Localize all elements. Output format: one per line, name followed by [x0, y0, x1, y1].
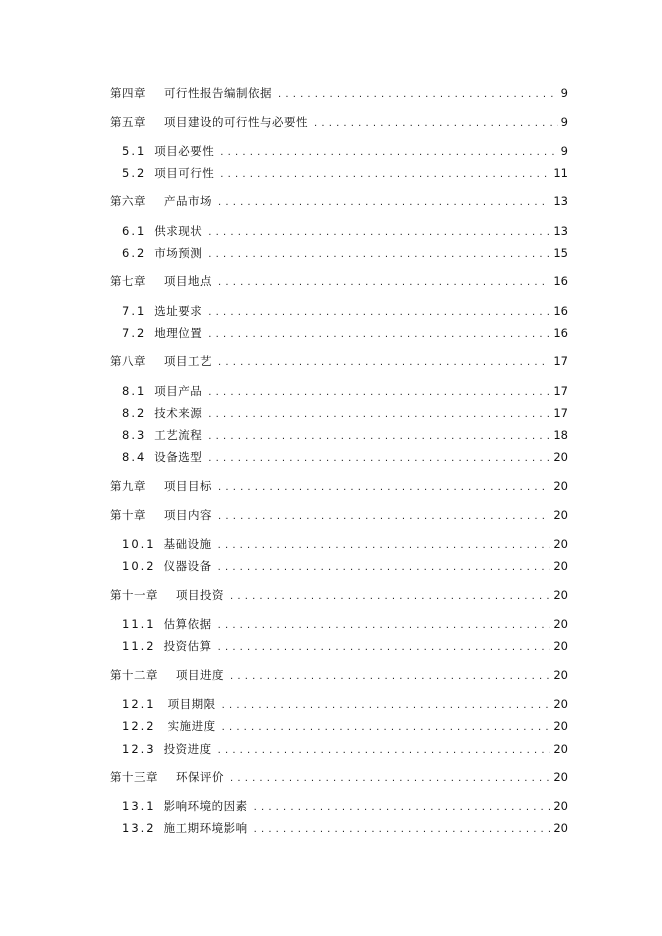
- toc-entry-number: 12.2: [122, 719, 156, 733]
- toc-dot-leader: [218, 559, 551, 575]
- toc-entry[interactable]: [122, 637, 568, 655]
- toc-entry[interactable]: [110, 477, 568, 495]
- toc-entry-label: [110, 477, 212, 495]
- toc-entry[interactable]: [110, 113, 568, 131]
- toc-entry-page-number: 11: [553, 166, 568, 180]
- toc-entry[interactable]: [122, 382, 568, 400]
- toc-entry-label: [122, 819, 248, 837]
- toc-entry-label: [122, 535, 212, 553]
- toc-entry-title: 项目可行性: [154, 166, 215, 180]
- toc-entry-number: 第四章: [110, 86, 146, 100]
- toc-entry-label: [122, 637, 212, 655]
- toc-entry-page-number: 17: [553, 406, 568, 420]
- toc-entry-number: 8.4: [122, 450, 147, 464]
- toc-dot-leader: [208, 246, 550, 262]
- toc-entry-number: 第七章: [110, 274, 146, 288]
- toc-entry-page-number: 20: [553, 508, 568, 522]
- toc-dot-leader: [314, 115, 558, 131]
- toc-entry-title: 选址要求: [154, 304, 203, 318]
- toc-entry[interactable]: [122, 740, 568, 758]
- toc-entry[interactable]: [122, 819, 568, 837]
- toc-entry[interactable]: [110, 506, 568, 524]
- toc-entry-title: 项目投资: [176, 588, 224, 602]
- toc-entry-number: 10.2: [122, 559, 156, 573]
- toc-entry[interactable]: [122, 324, 568, 342]
- toc-entry-title: 技术来源: [154, 406, 203, 420]
- toc-entry-page-number: 20: [553, 588, 568, 602]
- toc-entry-page-number: 15: [553, 246, 568, 260]
- toc-entry-page-number: 16: [553, 274, 568, 288]
- toc-dot-leader: [218, 639, 551, 655]
- toc-entry-page-number: 20: [553, 821, 568, 835]
- toc-dot-leader: [208, 224, 550, 240]
- toc-entry-page-number: 20: [553, 799, 568, 813]
- toc-entry-number: 8.2: [122, 406, 147, 420]
- toc-entry-number: 第十三章: [110, 770, 158, 784]
- toc-entry-title: 项目进度: [176, 668, 224, 682]
- toc-entry-number: 8.1: [122, 384, 147, 398]
- toc-entry-number: 第九章: [110, 479, 146, 493]
- toc-entry-title: 项目工艺: [164, 354, 212, 368]
- toc-entry-title: 估算依据: [163, 617, 212, 631]
- toc-entry-label: [122, 142, 214, 160]
- toc-entry[interactable]: [110, 352, 568, 370]
- toc-entry-title: 地理位置: [154, 326, 203, 340]
- toc-entry-number: 7.1: [122, 304, 147, 318]
- toc-dot-leader: [208, 428, 550, 444]
- toc-entry[interactable]: [122, 717, 568, 735]
- toc-entry-number: 6.2: [122, 246, 147, 260]
- toc-dot-leader: [218, 537, 551, 553]
- toc-entry[interactable]: [122, 426, 568, 444]
- toc-entry-title: 项目建设的可行性与必要性: [164, 115, 308, 129]
- toc-entry[interactable]: [110, 768, 568, 786]
- toc-entry-number: 5.2: [122, 166, 147, 180]
- toc-entry-title: 仪器设备: [163, 559, 212, 573]
- toc-entry-page-number: 9: [560, 86, 568, 100]
- toc-dot-leader: [218, 742, 551, 758]
- toc-entry-label: [122, 717, 216, 735]
- toc-entry-number: 第八章: [110, 354, 146, 368]
- toc-entry[interactable]: [110, 666, 568, 684]
- toc-entry[interactable]: [110, 272, 568, 290]
- toc-entry-page-number: 9: [560, 115, 568, 129]
- toc-entry[interactable]: [122, 557, 568, 575]
- toc-entry-page-number: 20: [553, 559, 568, 573]
- toc-entry[interactable]: [122, 797, 568, 815]
- toc-entry-title: 实施进度: [167, 719, 216, 733]
- toc-entry-label: [110, 586, 224, 604]
- toc-entry-label: [122, 740, 212, 758]
- toc-entry-title: 项目内容: [164, 508, 212, 522]
- toc-dot-leader: [218, 274, 550, 290]
- toc-entry-number: 第六章: [110, 194, 146, 208]
- toc-entry-label: [122, 302, 202, 320]
- toc-entry-number: 11.2: [122, 639, 156, 653]
- toc-entry-title: 市场预测: [154, 246, 203, 260]
- toc-entry-title: 可行性报告编制依据: [164, 86, 272, 100]
- toc-dot-leader: [218, 508, 550, 524]
- toc-entry-title: 设备选型: [154, 450, 203, 464]
- toc-entry-page-number: 16: [553, 326, 568, 340]
- toc-entry-label: [122, 448, 202, 466]
- toc-entry-title: 施工期环境影响: [163, 821, 248, 835]
- toc-dot-leader: [220, 166, 550, 182]
- toc-dot-leader: [208, 384, 550, 400]
- toc-entry-number: 10.1: [122, 537, 156, 551]
- toc-entry-number: 第五章: [110, 115, 146, 129]
- toc-entry-label: [122, 557, 212, 575]
- toc-dot-leader: [278, 86, 558, 102]
- toc-entry[interactable]: [122, 302, 568, 320]
- toc-entry-title: 供求现状: [154, 224, 203, 238]
- toc-entry-title: 影响环境的因素: [163, 799, 248, 813]
- toc-entry-label: [110, 506, 212, 524]
- toc-dot-leader: [220, 144, 557, 160]
- toc-entry[interactable]: [122, 448, 568, 466]
- toc-entry[interactable]: [122, 695, 568, 713]
- toc-entry-label: [110, 666, 224, 684]
- toc-entry-title: 项目地点: [164, 274, 212, 288]
- toc-entry-page-number: 20: [553, 617, 568, 631]
- toc-entry-number: 6.1: [122, 224, 147, 238]
- toc-entry-number: 12.3: [122, 742, 156, 756]
- toc-dot-leader: [208, 326, 550, 342]
- toc-entry-page-number: 9: [560, 144, 568, 158]
- toc-entry-number: 第十二章: [110, 668, 158, 682]
- toc-entry-label: [110, 84, 272, 102]
- toc-entry-label: [122, 426, 202, 444]
- toc-entry-page-number: 20: [553, 537, 568, 551]
- toc-entry-page-number: 20: [553, 770, 568, 784]
- toc-entry-title: 产品市场: [164, 194, 212, 208]
- toc-dot-leader: [230, 668, 550, 684]
- toc-entry[interactable]: [122, 615, 568, 633]
- toc-entry[interactable]: [110, 586, 568, 604]
- toc-entry[interactable]: [122, 222, 568, 240]
- toc-entry-number: 7.2: [122, 326, 147, 340]
- toc-entry[interactable]: [122, 164, 568, 182]
- toc-entry-title: 基础设施: [163, 537, 212, 551]
- toc-entry-label: [122, 164, 214, 182]
- toc-entry-number: 8.3: [122, 428, 147, 442]
- toc-entry-title: 项目目标: [164, 479, 212, 493]
- toc-entry-title: 项目产品: [154, 384, 203, 398]
- toc-entry-label: [122, 797, 248, 815]
- toc-entry-label: [122, 695, 216, 713]
- toc-entry-title: 项目期限: [167, 697, 216, 711]
- toc-entry-page-number: 20: [553, 479, 568, 493]
- toc-entry[interactable]: [122, 535, 568, 553]
- toc-entry-number: 12.1: [122, 697, 156, 711]
- toc-entry-page-number: 20: [553, 639, 568, 653]
- toc-dot-leader: [208, 450, 550, 466]
- toc-entry-number: 5.1: [122, 144, 147, 158]
- toc-entry-number: 13.1: [122, 799, 156, 813]
- toc-entry-title: 投资进度: [163, 742, 212, 756]
- toc-dot-leader: [218, 354, 550, 370]
- toc-entry-label: [110, 113, 308, 131]
- toc-dot-leader: [218, 617, 551, 633]
- toc-entry-label: [122, 324, 202, 342]
- toc-dot-leader: [230, 770, 550, 786]
- toc-entry-page-number: 20: [553, 742, 568, 756]
- toc-entry-page-number: 13: [553, 224, 568, 238]
- toc-dot-leader: [254, 799, 551, 815]
- toc-entry-label: [110, 352, 212, 370]
- toc-dot-leader: [208, 304, 550, 320]
- toc-entry[interactable]: [122, 244, 568, 262]
- toc-entry[interactable]: [122, 142, 568, 160]
- toc-entry-number: 11.1: [122, 617, 156, 631]
- toc-entry-page-number: 20: [553, 668, 568, 682]
- toc-entry-page-number: 20: [553, 719, 568, 733]
- toc-dot-leader: [218, 479, 550, 495]
- toc-entry-page-number: 20: [553, 697, 568, 711]
- toc-entry-label: [122, 404, 202, 422]
- toc-dot-leader: [208, 406, 550, 422]
- toc-entry-title: 投资估算: [163, 639, 212, 653]
- toc-entry[interactable]: [110, 84, 568, 102]
- toc-entry-label: [122, 244, 202, 262]
- toc-entry[interactable]: [122, 404, 568, 422]
- toc-entry-number: 第十一章: [110, 588, 158, 602]
- toc-entry-page-number: 18: [553, 428, 568, 442]
- toc-entry-number: 第十章: [110, 508, 146, 522]
- toc-dot-leader: [222, 719, 551, 735]
- toc-entry-label: [122, 222, 202, 240]
- toc-entry-page-number: 20: [553, 450, 568, 464]
- toc-dot-leader: [230, 588, 550, 604]
- toc-entry-title: 环保评价: [176, 770, 224, 784]
- toc-dot-leader: [254, 821, 551, 837]
- toc-entry-number: 13.2: [122, 821, 156, 835]
- toc-entry-label: [110, 192, 212, 210]
- toc-entry-label: [110, 768, 224, 786]
- toc-dot-leader: [218, 194, 550, 210]
- toc-entry-label: [110, 272, 212, 290]
- toc-entry-title: 项目必要性: [154, 144, 215, 158]
- toc-dot-leader: [222, 697, 551, 713]
- toc-entry-page-number: 13: [553, 194, 568, 208]
- toc-entry-page-number: 16: [553, 304, 568, 318]
- toc-entry-page-number: 17: [553, 354, 568, 368]
- toc-entry-label: [122, 382, 202, 400]
- toc-entry-label: [122, 615, 212, 633]
- toc-entry-title: 工艺流程: [154, 428, 203, 442]
- toc-entry-page-number: 17: [553, 384, 568, 398]
- toc-entry[interactable]: [110, 192, 568, 210]
